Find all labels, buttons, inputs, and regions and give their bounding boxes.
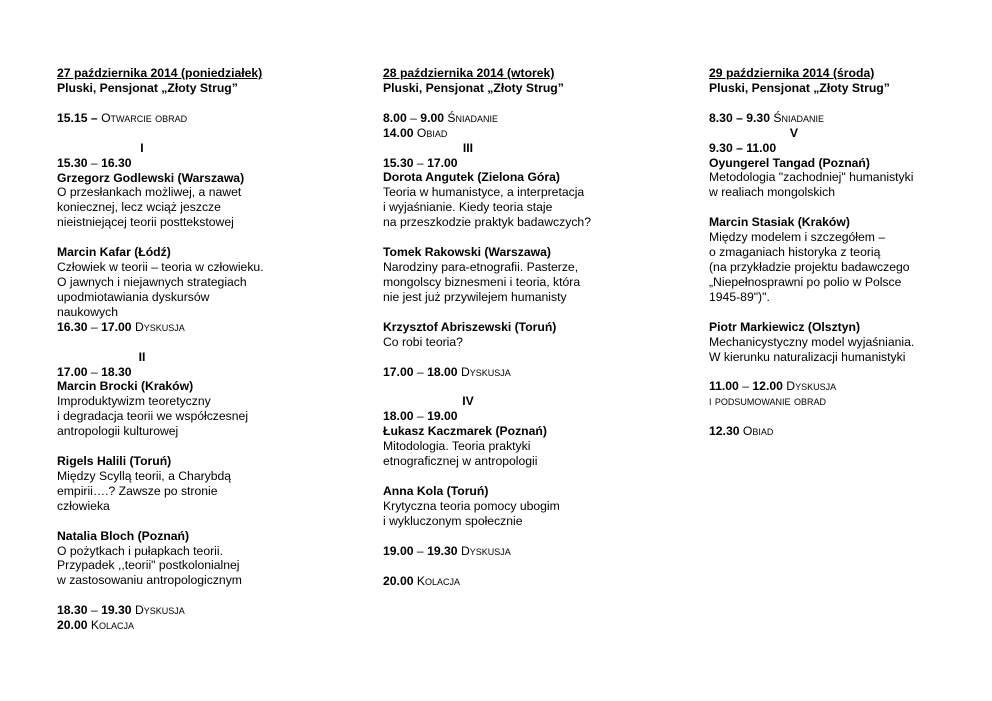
event-time: 8.30 – 9.30 bbox=[709, 110, 774, 125]
time-start: 19.00 bbox=[383, 543, 414, 558]
talk-title-line: O pożytkach i pułapkach teorii. bbox=[57, 543, 223, 558]
spacer bbox=[709, 409, 979, 424]
day-column-tuesday bbox=[383, 66, 683, 588]
time-end: 19.30 bbox=[101, 603, 132, 618]
time-end: 17.00 bbox=[427, 155, 458, 170]
talk-title bbox=[709, 230, 979, 305]
talk-title-line: o zmaganiach historyka z teorią bbox=[709, 245, 881, 260]
time-start: 15.30 bbox=[383, 155, 414, 170]
talk-title bbox=[383, 439, 683, 469]
event-label: Dyskusja bbox=[134, 603, 185, 618]
talk-title-line: upodmiotawiania dyskursów bbox=[57, 289, 210, 304]
schedule-event bbox=[709, 141, 979, 156]
schedule-event bbox=[709, 424, 979, 439]
talk-title-line: antropologii kulturowej bbox=[57, 424, 179, 439]
time-dash: – bbox=[738, 379, 753, 394]
time-end: 18.00 bbox=[427, 364, 458, 379]
talk-title-line: (na przykładzie projektu badawczego bbox=[709, 259, 910, 274]
talk-title-line: Przypadek ,,teorii" postkolonialnej bbox=[57, 558, 240, 573]
talk-title bbox=[57, 469, 357, 514]
event-time: 9.30 – 11.00 bbox=[709, 140, 777, 155]
talk-title-line: Narodziny para-etnografii. Pasterze, bbox=[383, 259, 579, 274]
spacer bbox=[57, 126, 357, 141]
time-start: 17.00 bbox=[57, 364, 88, 379]
talk-title-line: empirii….? Zawsze po stronie bbox=[57, 483, 218, 498]
event-time: 20.00 bbox=[383, 573, 417, 588]
time-dash: – bbox=[87, 364, 102, 379]
talk-title bbox=[57, 260, 357, 320]
talk-title-line: O jawnych i niejawnych strategiach bbox=[57, 274, 247, 289]
time-end: 17.00 bbox=[101, 319, 132, 334]
talk-title-line: w zastosowaniu antropologicznym bbox=[57, 573, 242, 588]
talk-title-line: naukowych bbox=[57, 304, 118, 319]
day-header-date: 27 października 2014 (poniedziałek) bbox=[57, 66, 263, 80]
day-header-place: Pluski, Pensjonat „Złoty Strug” bbox=[57, 80, 238, 95]
event-label: Kolacja bbox=[90, 618, 135, 633]
speaker-name: Grzegorz Godlewski (Warszawa) bbox=[57, 170, 245, 185]
spacer bbox=[383, 230, 683, 245]
session-number: II bbox=[138, 349, 146, 364]
time-end: 19.00 bbox=[427, 409, 458, 424]
event-time: 20.00 bbox=[57, 618, 91, 633]
spacer bbox=[709, 96, 979, 111]
time-dash: – bbox=[413, 155, 428, 170]
speaker-name: Łukasz Kaczmarek (Poznań) bbox=[383, 424, 547, 439]
talk-title-line: i degradacja teorii we współczesnej bbox=[57, 409, 249, 424]
time-event bbox=[383, 365, 683, 380]
session-number: V bbox=[789, 125, 799, 140]
spacer bbox=[383, 469, 683, 484]
time-start: 17.00 bbox=[383, 364, 414, 379]
spacer bbox=[383, 350, 683, 365]
schedule-event bbox=[709, 111, 979, 126]
speaker-name: Marcin Brocki (Kraków) bbox=[57, 379, 194, 394]
time-dash: – bbox=[413, 543, 428, 558]
time-range bbox=[57, 365, 357, 380]
time-start: 11.00 bbox=[709, 379, 739, 394]
talk-title bbox=[57, 185, 357, 230]
spacer bbox=[57, 96, 357, 111]
talk-title-line: W kierunku naturalizacji humanistyki bbox=[709, 349, 906, 364]
day-column-monday bbox=[57, 66, 357, 633]
time-event bbox=[709, 379, 979, 394]
time-dash: – bbox=[87, 603, 102, 618]
day-header-place: Pluski, Pensjonat „Złoty Strug” bbox=[709, 80, 890, 95]
talk-title-line: Człowiek w teorii – teoria w człowieku. bbox=[57, 260, 264, 275]
spacer bbox=[57, 230, 357, 245]
talk-title bbox=[383, 335, 683, 350]
spacer bbox=[383, 529, 683, 544]
talk-title-line: nie jest już przywilejem humanisty bbox=[383, 289, 567, 304]
event-label: Dyskusja bbox=[460, 364, 511, 379]
spacer bbox=[57, 588, 357, 603]
speaker-name: Krzysztof Abriszewski (Toruń) bbox=[383, 319, 557, 334]
talk-title bbox=[57, 394, 357, 439]
time-start: 16.30 bbox=[57, 319, 88, 334]
talk-title-line: człowieka bbox=[57, 498, 110, 513]
talk-title bbox=[383, 185, 683, 230]
talk-title-line: i wykluczonym społecznie bbox=[383, 513, 523, 528]
session-number: IV bbox=[462, 394, 474, 409]
speaker-name: Marcin Stasiak (Kraków) bbox=[709, 215, 850, 230]
talk-title-line: Teoria w humanistyce, a interpretacja bbox=[383, 185, 585, 200]
time-event bbox=[383, 544, 683, 559]
schedule-event bbox=[57, 111, 357, 126]
talk-title-line: koniecznej, lecz wciąż jeszcze bbox=[57, 200, 221, 215]
spacer bbox=[383, 379, 683, 394]
speaker-name: Oyungerel Tangad (Poznań) bbox=[709, 155, 870, 170]
speaker-name: Dorota Angutek (Zielona Góra) bbox=[383, 170, 560, 185]
talk-title-line: Mechanicystyczny model wyjaśniania. bbox=[709, 334, 915, 349]
speaker-name: Anna Kola (Toruń) bbox=[383, 483, 489, 498]
event-label: Otwarcie obrad bbox=[101, 110, 188, 125]
talk-title-line: Między modelem i szczegółem – bbox=[709, 230, 886, 245]
talk-title-line: etnograficznej w antropologii bbox=[383, 454, 538, 469]
talk-title-line: Krytyczna teoria pomocy ubogim bbox=[383, 498, 560, 513]
spacer bbox=[57, 439, 357, 454]
speaker-name: Tomek Rakowski (Warszawa) bbox=[383, 245, 551, 260]
event-label: Śniadanie bbox=[447, 110, 499, 125]
spacer bbox=[709, 200, 979, 215]
event-label: Dyskusja bbox=[134, 319, 185, 334]
day-header-date: 29 października 2014 (środa) bbox=[709, 66, 875, 80]
event-label: Dyskusja bbox=[786, 379, 837, 394]
schedule-event bbox=[57, 618, 357, 633]
speaker-name: Piotr Markiewicz (Olsztyn) bbox=[709, 319, 861, 334]
time-dash: – bbox=[413, 409, 428, 424]
schedule-event bbox=[383, 126, 683, 141]
time-dash: – bbox=[87, 319, 102, 334]
event-time: 14.00 bbox=[383, 125, 417, 140]
time-end: 12.00 bbox=[752, 379, 783, 394]
time-dash: – bbox=[87, 155, 102, 170]
talk-title-line: na przeszkodzie praktyk badawczych? bbox=[383, 215, 591, 230]
time-event bbox=[57, 603, 357, 618]
talk-title-line: 1945-89")". bbox=[709, 289, 770, 304]
time-end: 9.00 bbox=[420, 110, 445, 125]
time-event bbox=[383, 111, 683, 126]
talk-title-line: Mitodologia. Teoria praktyki bbox=[383, 439, 531, 454]
time-start: 18.30 bbox=[57, 603, 88, 618]
day-header-date: 28 października 2014 (wtorek) bbox=[383, 66, 555, 80]
session-number: I bbox=[140, 140, 144, 155]
speaker-name: Rigels Halili (Toruń) bbox=[57, 454, 172, 469]
talk-title-line: Metodologia "zachodniej" humanistyki bbox=[709, 170, 914, 185]
time-start: 18.00 bbox=[383, 409, 414, 424]
talk-title bbox=[709, 170, 979, 200]
talk-title-line: Improduktywizm teoretyczny bbox=[57, 394, 211, 409]
event-label: Kolacja bbox=[416, 573, 461, 588]
spacer bbox=[383, 305, 683, 320]
talk-title bbox=[709, 335, 979, 365]
time-start: 8.00 bbox=[383, 110, 407, 125]
event-label: Śniadanie bbox=[773, 110, 825, 125]
talk-title-line: w realiach mongolskich bbox=[709, 185, 835, 200]
talk-title-line: nieistniejącej teorii posttekstowej bbox=[57, 215, 234, 230]
time-end: 16.30 bbox=[101, 155, 132, 170]
event-time: 12.30 bbox=[709, 424, 743, 439]
talk-title bbox=[383, 260, 683, 305]
talk-title bbox=[57, 544, 357, 589]
talk-title-line: mongolscy biznesmeni i teoria, która bbox=[383, 274, 581, 289]
talk-title-line: i wyjaśnianie. Kiedy teoria staje bbox=[383, 200, 553, 215]
time-end: 19.30 bbox=[427, 543, 458, 558]
day-column-wednesday bbox=[709, 66, 979, 439]
spacer bbox=[383, 559, 683, 574]
spacer bbox=[57, 514, 357, 529]
event-label: Dyskusja bbox=[460, 543, 511, 558]
time-dash: – bbox=[413, 364, 428, 379]
time-start: 15.30 bbox=[57, 155, 88, 170]
talk-title bbox=[383, 499, 683, 529]
event-label: Obiad bbox=[742, 424, 774, 439]
time-end: 18.30 bbox=[101, 364, 132, 379]
time-range bbox=[57, 156, 357, 171]
session-number: III bbox=[462, 140, 474, 155]
spacer bbox=[709, 305, 979, 320]
speaker-name: Natalia Bloch (Poznań) bbox=[57, 528, 190, 543]
time-dash: – bbox=[406, 110, 421, 125]
spacer bbox=[383, 96, 683, 111]
time-range bbox=[383, 156, 683, 171]
day-header-place: Pluski, Pensjonat „Złoty Strug” bbox=[383, 80, 564, 95]
event-label: i podsumowanie obrad bbox=[709, 394, 826, 409]
event-time: 15.15 – bbox=[57, 110, 102, 125]
schedule-event bbox=[383, 574, 683, 589]
spacer bbox=[709, 364, 979, 379]
time-event bbox=[57, 320, 357, 335]
talk-title-line: „Niepełnosprawni po polio w Polsce bbox=[709, 274, 902, 289]
talk-title-line: Między Scyllą teorii, a Charybdą bbox=[57, 468, 232, 483]
time-range bbox=[383, 409, 683, 424]
spacer bbox=[57, 335, 357, 350]
talk-title-line: O przesłankach możliwej, a nawet bbox=[57, 185, 242, 200]
event-label: Obiad bbox=[416, 125, 448, 140]
speaker-name: Marcin Kafar (Łódź) bbox=[57, 245, 171, 260]
talk-title-line: Co robi teoria? bbox=[383, 334, 463, 349]
